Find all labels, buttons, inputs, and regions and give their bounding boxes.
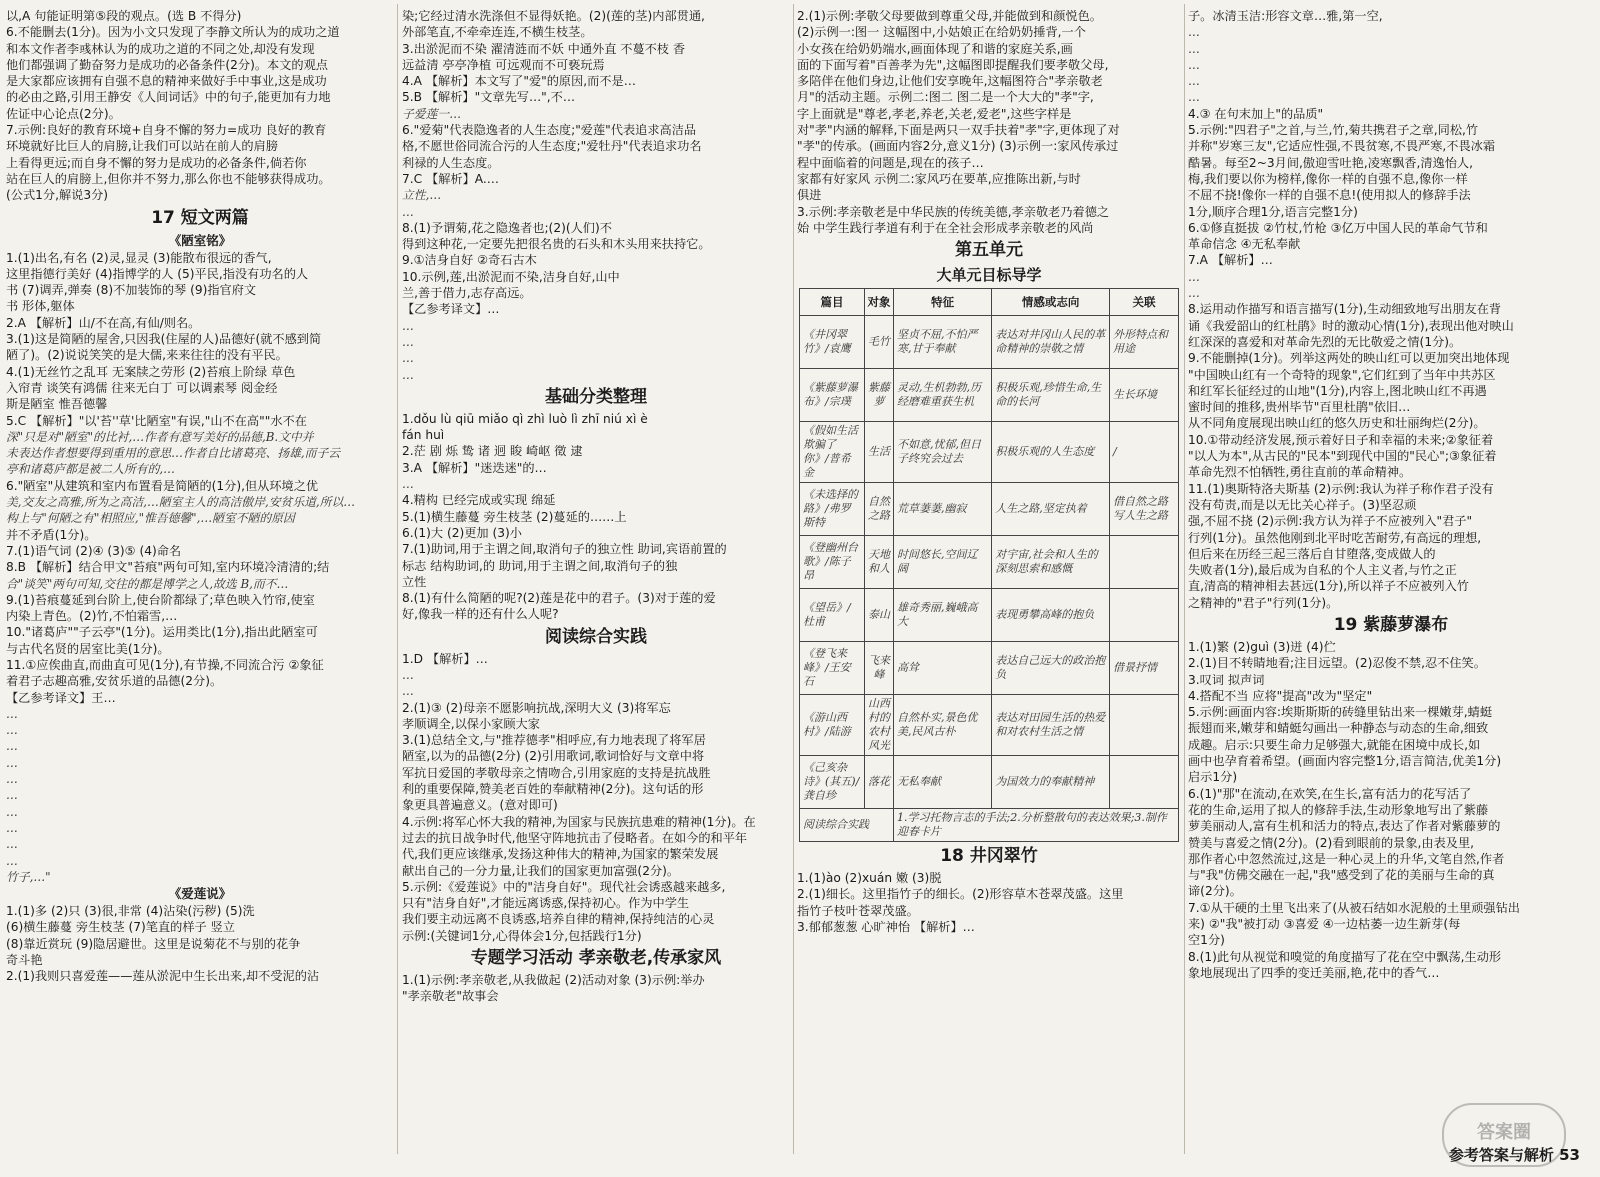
table-cell: 不如意,忧郁,但日子终究会过去 (894, 422, 992, 483)
table-cell: 山西村的农村风光 (865, 695, 894, 756)
answer-line: 字上面就是"尊老,孝老,养老,关老,爱老",这些字样是 (797, 106, 1072, 121)
table-cell: 表达自己远大的政治抱负 (992, 642, 1110, 695)
table-cell: 《己亥杂诗》(其五)/龚自珍 (800, 756, 865, 809)
handwritten-note: … (1188, 57, 1200, 72)
table-cell: 对宇宙,社会和人生的深刻思索和感慨 (992, 536, 1110, 589)
table-row (800, 642, 1179, 695)
table-header: 特征 (894, 289, 992, 316)
table-cell: 《紫藤萝瀑布》/宗璞 (800, 369, 865, 422)
answer-line: 4.搭配不当 应将"提高"改为"坚定" (1188, 688, 1373, 703)
column-divider (397, 4, 398, 1154)
answer-line: 7.(1)语气词 (2)④ (3)⑤ (4)命名 (6, 543, 182, 558)
answer-line: 2.(1)细长。这里指竹子的细长。(2)形容草木苍翠茂盛。这里 (797, 887, 1124, 902)
answer-line: 5.示例:画面内容:埃斯斯斯的砖缝里钻出来一棵嫩芽,蜻蜓 (1188, 705, 1493, 720)
table-cell: 《登幽州台歌》/陈子昂 (800, 536, 865, 589)
answer-line: 子。冰清玉洁:形容文章…雅,第一空, (1188, 9, 1383, 23)
answer-line: 3.(1)这是简陋的屋舍,只因我(住屋的人)品德好(就不感到简 (6, 332, 322, 347)
table-row (800, 695, 1179, 756)
answer-line: 内染上青色。(2)竹,不怕霜雪,… (6, 609, 178, 624)
answer-line: 孝顺调全,以保小家顾大家 (402, 716, 540, 731)
handwritten-note: 构上与"何陋之有"相照应,"惟吾德馨",…陋室不陋的原因 (6, 511, 295, 526)
answer-line: 直,清高的精神相去甚远(1分),所以祥子不应被列入竹 (1188, 579, 1469, 594)
table-cell: 自然之路 (865, 483, 894, 536)
answer-line: 酷暑。每至2~3月间,傲迎雪吐艳,凌寒飘香,清逸怡人, (1188, 155, 1473, 170)
table-cell: 时间悠长,空间辽阔 (894, 536, 992, 589)
handwritten-note: … (402, 204, 414, 219)
answer-line: 5.示例:《爱莲说》中的"洁身自好"。现代社会诱惑越来越多, (402, 879, 726, 894)
answer-line: 萝美丽动人,富有生机和活力的特点,表达了作者对紫藤萝的 (1188, 819, 1501, 834)
answer-line: 得到这种花,一定要先把很名贵的石头和木头用来扶持它。 (402, 237, 711, 252)
answer-line: 之精神的"君子"行列(1分)。 (1188, 595, 1339, 610)
handwritten-note: … (6, 788, 18, 803)
answer-line: 赞美与喜爱之情(2分)。(2)看到眼前的景象,由表及里, (1188, 835, 1475, 850)
answer-line: 4.精构 已经完成或实现 绵延 (402, 493, 556, 508)
answer-line: 外部笔直,不牵牵连连,不横生枝茎。 (402, 25, 593, 40)
answer-line: 梅,我们要以你为榜样,像你一样的自强不息,像你一样 (1188, 171, 1468, 186)
table-cell: 人生之路,坚定执着 (992, 483, 1110, 536)
handwritten-note: … (6, 723, 18, 738)
column-divider (1184, 4, 1185, 1154)
answer-line: 6.不能删去(1分)。因为小文只发现了李静文所认为的成功之道 (6, 25, 340, 40)
answer-line: 6.①修直挺拔 ②竹杖,竹枪 ③亿万中国人民的革命气节和 (1188, 220, 1488, 235)
answer-line: 10."诸葛庐""子云亭"(1分)。运用类比(1分),指出此陋室可 (6, 625, 318, 640)
answer-line: 8.(1)予谓菊,花之隐逸者也;(2)(人们)不 (402, 220, 612, 235)
answer-line: 和红军长征经过的山地"(1分),内容上,图北映山红不再遇 (1188, 383, 1487, 398)
table-cell: 《望岳》/杜甫 (800, 589, 865, 642)
answer-line: 陋了)。(2)说说笑笑的是大儒,来来往往的没有平民。 (6, 348, 288, 363)
answer-line: 并不矛盾(1分)。 (6, 527, 97, 542)
handwritten-note: … (402, 367, 414, 382)
answer-line: 画中也孕育着希望。(画面内容完整1分,语言简洁,优美1分) (1188, 754, 1502, 769)
answer-line: 1.(1)多 (2)只 (3)很,非常 (4)沾染(污秽) (5)洗 (6, 904, 255, 919)
table-cell: 积极乐观的人生态度 (992, 422, 1110, 483)
answer-line: 9.不能删掉(1分)。列举这两处的映山红可以更加突出地体现 (1188, 351, 1510, 366)
answer-line: 8.(1)此句从视觉和嗅觉的角度描写了花在空中飘荡,生动形 (1188, 949, 1502, 964)
answer-line: 远益清 亭亭净植 可远观而不可亵玩焉 (402, 57, 605, 72)
handwritten-note: … (402, 684, 414, 699)
answer-line: 3.郁郁葱葱 心旷神怡 【解析】… (797, 920, 975, 935)
answer-line: "以人为本",从古民的"民本"到现代中国的"民心";③象征着 (1188, 449, 1497, 464)
answer-line: 兰,善于借力,志存高远。 (402, 286, 532, 301)
answer-line: 11.①应俟曲直,而曲直可见(1分),有节操,不同流合污 ②象征 (6, 657, 324, 672)
answer-line: 3.出淤泥而不染 濯清涟而不妖 中通外直 不蔓不枝 香 (402, 41, 686, 56)
answer-line: 2.A 【解析】山/不在高,有仙/则名。 (6, 315, 201, 330)
answer-line: 斯是陋室 惟吾德馨 (6, 397, 108, 412)
handwritten-note: … (1188, 90, 1200, 105)
section-heading: 专题学习活动 孝亲敬老,传承家风 (470, 948, 722, 969)
handwritten-note: … (1188, 74, 1200, 89)
answer-line: "孝"的传承。(画面内容2分,意义1分) (3)示例一:家风传承过 (797, 139, 1119, 154)
page-number: 53 (1559, 1146, 1580, 1164)
answer-line: 蜜时间的推移,贵州毕节"百里杜鹃"依旧… (1188, 400, 1411, 415)
handwritten-note: … (1188, 25, 1200, 40)
handwritten-note: … (1188, 286, 1200, 301)
answer-line: 面的下面写着"百善孝为先",这幅图即提醒我们要孝敬父母, (797, 57, 1109, 72)
handwritten-note: … (6, 804, 18, 819)
table-row (800, 756, 1179, 809)
answer-line: 好,像我一样的还有什么人呢? (402, 607, 559, 622)
page-label: 参考答案与解析 (1448, 1146, 1554, 1164)
answer-line: 这里指德行美好 (4)指博学的人 (5)平民,指没有功名的人 (6, 266, 309, 281)
table-cell: / (1110, 422, 1179, 483)
column-3 (797, 8, 1181, 1153)
table-cell: 借自然之路写人生之路 (1110, 483, 1179, 536)
table-cell: 《登飞来峰》/王安石 (800, 642, 865, 695)
table-cell (1110, 695, 1179, 756)
section-heading: 基础分类整理 (545, 386, 647, 407)
handwritten-note: 未表达作者想要得到重用的意思…作者自比诸葛亮、扬雄,而子云 (6, 446, 341, 461)
answer-line: 成趣。启示:只要生命力足够强大,就能在困境中成长,如 (1188, 737, 1481, 752)
answer-line: 8.(1)有什么简陋的呢?(2)莲是花中的君子。(3)对于莲的爱 (402, 591, 716, 606)
table-cell: 毛竹 (865, 316, 894, 369)
section-heading: 18 井冈翠竹 (940, 846, 1038, 867)
answer-line: 4.示例:将军心怀大我的精神,为国家与民族抗患难的精神(1分)。在 (402, 814, 756, 829)
section-heading: 19 紫藤萝瀑布 (1333, 614, 1449, 635)
table-header: 篇目 (800, 289, 865, 316)
answer-line: 10.示例,莲,出淤泥而不染,洁身自好,山中 (402, 269, 620, 284)
table-cell: 生活 (865, 422, 894, 483)
answer-line: 3.示例:孝亲敬老是中华民族的传统美德,孝亲敬老乃着德之 (797, 204, 1110, 219)
answer-line: 6."陋室"从建筑和室内布置看是简陋的(1分),但从环境之优 (6, 478, 319, 493)
table-row (800, 422, 1179, 483)
answer-line: 1.(1)示例:孝亲敬老,从我做起 (2)活动对象 (3)示例:举办 (402, 973, 705, 988)
answer-line: 代,我们更应该继承,发扬这种伟大的精神,为国家的繁荣发展 (402, 847, 719, 862)
table-cell: 自然朴实,景色优美,民风古朴 (894, 695, 992, 756)
table-cell: 生长环境 (1110, 369, 1179, 422)
handwritten-note: 深"只是对"陋室"的比衬,…作者有意写美好的品德,B.文中并 (6, 429, 314, 444)
answer-line: 7.示例:良好的教育环境+自身不懈的努力=成功 良好的教育 (6, 123, 327, 138)
section-heading: 17 短文两篇 (151, 207, 249, 228)
handwritten-note: 立性,… (402, 188, 442, 203)
handwritten-note: … (1188, 269, 1200, 284)
answer-line: 5.(1)横生藤蔓 旁生枝茎 (2)蔓延的……上 (402, 509, 627, 524)
answer-line: 10.①带动经济发展,预示着好日子和幸福的未来;②象征着 (1188, 432, 1494, 447)
answer-line: 【乙参考译文】王… (6, 690, 116, 705)
answer-line: 1分,顺序合理1分,语言完整1分) (1188, 204, 1358, 219)
answer-line: 染;它经过清水洗涤但不显得妖艳。(2)(莲的茎)内部贯通, (402, 9, 705, 23)
answer-line: 来) ②"我"被打动 ③喜爱 ④一边枯萎一边生新芽(每 (1188, 917, 1461, 932)
handwritten-note: 美,交友之高雅,所为之高洁,…陋室主人的高洁傲岸,安贫乐道,所以… (6, 495, 356, 510)
handwritten-note: … (402, 477, 414, 492)
table-row (800, 483, 1179, 536)
answer-line: 诵《我爱韶山的红杜鹃》时的激动心情(1分),表现出他对映山 (1188, 318, 1514, 333)
answer-line: 8.运用动作描写和语言描写(1分),生动细致地写出朋友在背 (1188, 302, 1502, 317)
handwritten-note: … (1188, 41, 1200, 56)
answer-line: 7.(1)助词,用于主谓之间,取消句子的独立性 助词,宾语前置的 (402, 542, 727, 557)
table-cell: 表达对田园生活的热爱和对农村生活之情 (992, 695, 1110, 756)
answer-line: 2.(1)示例:孝敬父母要做到尊重父母,并能做到和颜悦色。 (797, 9, 1102, 23)
answer-line: 1.(1)ào (2)xuán 嫩 (3)脱 (797, 871, 942, 886)
answer-line: 站在巨人的肩膀上,但你并不努力,那么你也不能够获得成功。 (6, 171, 331, 186)
answer-line: 3.A 【解析】"迷迭迷"的… (402, 460, 547, 475)
answer-line: 并称"岁寒三友",它适应性强,不畏贫寒,不畏严寒,不畏冰霜 (1188, 139, 1496, 154)
handwritten-note: 子爱莲一… (402, 106, 461, 121)
answer-line: 2.(1)我则只喜爱莲——莲从淤泥中生长出来,却不受泥的沾 (6, 969, 320, 984)
answer-line: 我们要主动远离不良诱惑,培养自律的精神,保持纯洁的心灵 (402, 912, 715, 927)
table-cell: 无私奉献 (894, 756, 992, 809)
answer-line: 家都有好家风 示例二:家风巧在要革,应推陈出新,与时 (797, 171, 1081, 186)
answer-line: 7.C 【解析】A.… (402, 171, 499, 186)
unit-goal-table (799, 288, 1179, 842)
handwritten-note: … (6, 706, 18, 721)
column-divider (793, 4, 794, 1154)
table-row (800, 369, 1179, 422)
answer-line: 8.B 【解析】结合甲文"苔痕"两句可知,室内环境冷清清的;结 (6, 560, 330, 575)
answer-line: 与"我"仿佛交融在一起,"我"感受到了花的美丽与生命的真 (1188, 868, 1495, 883)
answer-line: 5.B 【解析】"文章先写…",不… (402, 90, 576, 105)
table-cell: 《井冈翠竹》/袁鹰 (800, 316, 865, 369)
answer-line: 是大家都应该拥有自强不息的精神来做好手中事业,这是成功 (6, 74, 327, 89)
answer-line: 与古代名贤的居室比美(1分)。 (6, 641, 170, 656)
handwritten-note: … (402, 318, 414, 333)
table-footer-label: 阅读综合实践 (800, 809, 894, 842)
table-row (800, 536, 1179, 589)
table-cell: 《未选择的路》/弗罗斯特 (800, 483, 865, 536)
handwritten-note: 亭和诸葛庐都是被二人所有的,… (6, 462, 175, 477)
table-row (800, 589, 1179, 642)
answer-line: 环境就好比巨人的肩膀,让我们可以站在前人的肩膀 (6, 139, 278, 154)
answer-line: 书 (7)调弄,弹奏 (8)不加装饰的琴 (9)指官府文 (6, 283, 257, 298)
answer-line: 1.D 【解析】… (402, 651, 488, 666)
table-cell: 荒草萋萋,幽寂 (894, 483, 992, 536)
table-row (800, 316, 1179, 369)
answer-line: 强,不屈不挠 (2)示例:我方认为祥子不应被列入"君子" (1188, 514, 1473, 529)
section-subheading: 大单元目标导学 (936, 266, 1042, 285)
answer-line: 示例:(关键词1分,心得体会1分,包括践行1分) (402, 928, 642, 943)
handwritten-note: 合"谈笑"两句可知,交往的都是博学之人,故选 B,而不… (6, 576, 289, 591)
answer-line: 以,A 句能证明第⑤段的观点。(选 B 不得分) (6, 9, 242, 23)
table-cell: 表达对井冈山人民的革命精神的崇敬之情 (992, 316, 1110, 369)
table-cell: 泰山 (865, 589, 894, 642)
answer-line: 花的生命,运用了拟人的修辞手法,生动形象地写出了紫藤 (1188, 802, 1489, 817)
column-2 (402, 8, 790, 1153)
answer-line: 11.(1)奥斯特洛夫斯基 (2)示例:我认为祥子称作君子没有 (1188, 481, 1494, 496)
text-title: 《陋室铭》 (168, 232, 232, 248)
answer-line: 没有苟责,而是以无比关心祥子。(3)坚忍顽 (1188, 497, 1417, 512)
answer-line: 那作者心中忽然流过,这是一种心灵上的升华,文笔自然,作者 (1188, 851, 1505, 866)
column-4 (1188, 8, 1594, 1153)
answer-line: 5.C 【解析】"以'苔''草'比陋室"有误,"山不在高""水不在 (6, 413, 307, 428)
table-cell: 《假如生活欺骗了你》/普希金 (800, 422, 865, 483)
answer-line: 4.A 【解析】本文写了"爱"的原因,而不是… (402, 74, 636, 89)
answer-line: 从不同角度展现出映山红的悠久历史和壮丽绚烂(2分)。 (1188, 416, 1486, 431)
answer-line: 3.(1)总结全文,与"推荐德孝"相呼应,有力地表现了将军居 (402, 733, 706, 748)
table-cell: 为国效力的奉献精神 (992, 756, 1110, 809)
answer-line: 立性 (402, 574, 427, 589)
answer-line: 7.A 【解析】… (1188, 253, 1273, 268)
answer-line: 振翅而来,嫩芽和蜻蜓勾画出一种静态与动态的生命,细致 (1188, 721, 1489, 736)
section-heading: 阅读综合实践 (545, 626, 647, 647)
handwritten-note: 竹子,…" (6, 869, 51, 884)
answer-line: 6.(1)"那"在流动,在欢笑,在生长,富有活力的花写活了 (1188, 786, 1472, 801)
answer-line: 革命信念 ④无私奉献 (1188, 237, 1301, 252)
handwritten-note: … (402, 351, 414, 366)
table-cell: 天地和人 (865, 536, 894, 589)
handwritten-note: … (6, 755, 18, 770)
answer-line: 4.③ 在句末加上"的品质" (1188, 106, 1324, 121)
answer-line: 不屈不挠!像你一样的自强不息!(使用拟人的修辞手法 (1188, 188, 1471, 203)
handwritten-note: … (6, 853, 18, 868)
answer-line: 着君子志趣高雅,安贫乐道的品德(2分)。 (6, 674, 223, 689)
answer-line: 1.dǒu lù qiū miǎo qì zhì luò lì zhī niú xì è (402, 411, 648, 426)
table-header: 关联 (1110, 289, 1179, 316)
table-header: 情感或志向 (992, 289, 1110, 316)
table-cell: 外形特点和用途 (1110, 316, 1179, 369)
answer-line: 4.(1)无丝竹之乱耳 无案牍之劳形 (2)苔痕上阶绿 草色 (6, 364, 296, 379)
table-cell: 坚贞不屈,不怕严寒,甘于奉献 (894, 316, 992, 369)
table-cell (1110, 589, 1179, 642)
answer-line: 献出自己的一分力量,让我们的国家更加富强(2分)。 (402, 863, 680, 878)
answer-line: 奇斗艳 (6, 953, 43, 968)
table-footer-text: 1.学习托物言志的手法;2.分析整散句的表达效果;3.制作迎春卡片 (894, 809, 1179, 842)
answer-line: 2.茫 剧 烁 鸷 诸 迥 睃 崎岖 徵 逮 (402, 444, 583, 459)
table-cell: 紫藤萝 (865, 369, 894, 422)
table-cell: 表现勇攀高峰的抱负 (992, 589, 1110, 642)
answer-line: 谛(2分)。 (1188, 884, 1242, 899)
answer-line: (6)横生藤蔓 旁生枝茎 (7)笔直的样子 竖立 (6, 920, 235, 935)
answer-line: 的必由之路,引用王静安《人间词话》中的句子,能更加有力地 (6, 90, 331, 105)
table-cell: 飞来峰 (865, 642, 894, 695)
answer-line: 对"孝"内涵的解释,下面是两只一双手扶着"孝"字,更体现了对 (797, 123, 1120, 138)
answer-line: 2.(1)目不转睛地看;注目远望。(2)忍俊不禁,忍不住笑。 (1188, 656, 1486, 671)
answer-line: 程中面临着的问题是,现在的孩子… (797, 155, 984, 170)
answer-line: 但后来在历经三起三落后自甘堕落,变成做人的 (1188, 546, 1436, 561)
answer-line: (8)靠近赏玩 (9)隐居避世。这里是说菊花不与别的花争 (6, 936, 301, 951)
answer-line: 象更具普遍意义。(意对即可) (402, 798, 558, 813)
table-cell: 高耸 (894, 642, 992, 695)
answer-line: 6.(1)大 (2)更加 (3)小 (402, 525, 522, 540)
answer-line: 月"的活动主题。示例二:图二 图二是一个大大的"孝"字, (797, 90, 1094, 105)
handwritten-note: … (402, 667, 414, 682)
answer-line: 1.(1)出名,有名 (2)灵,显灵 (3)能散布很远的香气, (6, 250, 272, 265)
answer-line: 7.①从干硬的土里飞出来了(从被石结如水泥般的土里顽强钻出 (1188, 900, 1520, 915)
answer-line: 红深深的喜爱和对革命先烈的无比敬爱之情(1分)。 (1188, 334, 1462, 349)
answer-line: 行列(1分)。虽然他刚到北平时吃苦耐劳,有高远的理想, (1188, 530, 1482, 545)
section-heading: 第五单元 (955, 240, 1023, 261)
answer-line: 空1分) (1188, 933, 1225, 948)
table-cell (1110, 756, 1179, 809)
answer-line: 上看得更远;而自身不懈的努力是成功的必备条件,倘若你 (6, 155, 307, 170)
handwritten-note: … (6, 739, 18, 754)
handwritten-note: … (6, 837, 18, 852)
answer-line: 格,不愿世俗同流合污的人生态度;"爱牡丹"代表追求功名 (402, 139, 702, 154)
answer-line: 标志 结构助词,的 助词,用于主谓之间,取消句子的独 (402, 558, 678, 573)
answer-line: 指竹子枝叶苍翠茂盛。 (797, 903, 919, 918)
answer-line: 9.(1)苔痕蔓延到台阶上,使台阶都绿了;草色映入竹帘,使室 (6, 592, 315, 607)
table-cell (1110, 536, 1179, 589)
answer-line: 只有"洁身自好",才能远离诱惑,保持初心。作为中学生 (402, 896, 690, 911)
answer-line: 6."爱菊"代表隐逸者的人生态度;"爱莲"代表追求高洁品 (402, 123, 697, 138)
answer-line: (公式1分,解说3分) (6, 188, 109, 203)
handwritten-note: … (402, 334, 414, 349)
table-header: 对象 (865, 289, 894, 316)
answer-line: 小女孩在给奶奶端水,画面体现了和谐的家庭关系,画 (797, 41, 1073, 56)
answer-line: 3.叹词 拟声词 (1188, 672, 1265, 687)
table-cell: 《游山西村》/陆游 (800, 695, 865, 756)
page-footer (1449, 1144, 1580, 1165)
text-title: 《爱莲说》 (168, 886, 232, 902)
table-cell: 积极乐观,珍惜生命,生命的长河 (992, 369, 1110, 422)
column-1 (6, 8, 394, 1153)
answer-line: "孝亲敬老"故事会 (402, 989, 499, 1004)
watermark-logo: 答案圈 (1442, 1103, 1566, 1167)
answer-line: 和本文作者李彧林认为的成功之道的不同之处,却没有发现 (6, 41, 315, 56)
answer-line: 多陪伴在他们身边,让他们安享晚年,这幅图符合"孝亲敬老 (797, 74, 1103, 89)
answer-line: 利的重要保障,赞美老百姓的奉献精神(2分)。这句话的形 (402, 782, 704, 797)
answer-line: 入帘青 谈笑有鸿儒 往来无白丁 可以调素琴 阅金经 (6, 380, 278, 395)
answer-line: 失败者(1分),最后成为自私的个人主义者,与竹之正 (1188, 563, 1457, 578)
handwritten-note: … (6, 820, 18, 835)
answer-line: 陋室,以为的品德(2分) (2)引用歌词,歌词恰好与文章中将 (402, 749, 705, 764)
answer-line: "中国映山红有一个奇特的现象",它们红到了当年中共苏区 (1188, 367, 1496, 382)
answer-line: 军抗日爱国的孝敬母亲之情吻合,引用家庭的支持是抗战胜 (402, 765, 711, 780)
handwritten-note: … (6, 772, 18, 787)
answer-line: fán huì (402, 428, 445, 443)
answer-line: 5.示例:"四君子"之首,与兰,竹,菊共携君子之章,同松,竹 (1188, 123, 1479, 138)
answer-line: 佐证中心论点(2分)。 (6, 106, 121, 121)
answer-line: 过去的抗日战争时代,他坚守阵地抗击了侵略者。在如今的和平年 (402, 830, 748, 845)
answer-line: 始 中学生践行孝道有利于在全社会形成孝亲敬老的风尚 (797, 220, 1094, 235)
table-cell: 落花 (865, 756, 894, 809)
table-cell: 灵动,生机勃勃,历经磨难重获生机 (894, 369, 992, 422)
answer-line: 利禄的人生态度。 (402, 155, 500, 170)
answer-line: 1.(1)繁 (2)guì (3)迸 (4)伫 (1188, 639, 1336, 654)
answer-line: (2)示例一:图一 这幅图中,小姑娘正在给奶奶捶背,一个 (797, 25, 1086, 40)
table-cell: 雄奇秀丽,巍峨高大 (894, 589, 992, 642)
answer-line: 俱进 (797, 188, 822, 203)
answer-line: 他们都强调了勤奋努力是成功的必备条件(2分)。本文的观点 (6, 57, 328, 72)
answer-line: 2.(1)③ (2)母亲不愿影响抗战,深明大义 (3)将军忘 (402, 700, 671, 715)
answer-line: 启示1分) (1188, 770, 1238, 785)
answer-line: 革命先烈不怕牺牲,勇往直前的革命精神。 (1188, 465, 1412, 480)
answer-line: 书 形体,躯体 (6, 299, 75, 314)
answer-line: 【乙参考译文】… (402, 302, 500, 317)
answer-line: 9.①洁身自好 ②奇石古木 (402, 253, 537, 268)
answer-line: 象地展现出了四季的变迁美丽,艳,花中的香气… (1188, 965, 1440, 980)
table-cell: 借景抒情 (1110, 642, 1179, 695)
